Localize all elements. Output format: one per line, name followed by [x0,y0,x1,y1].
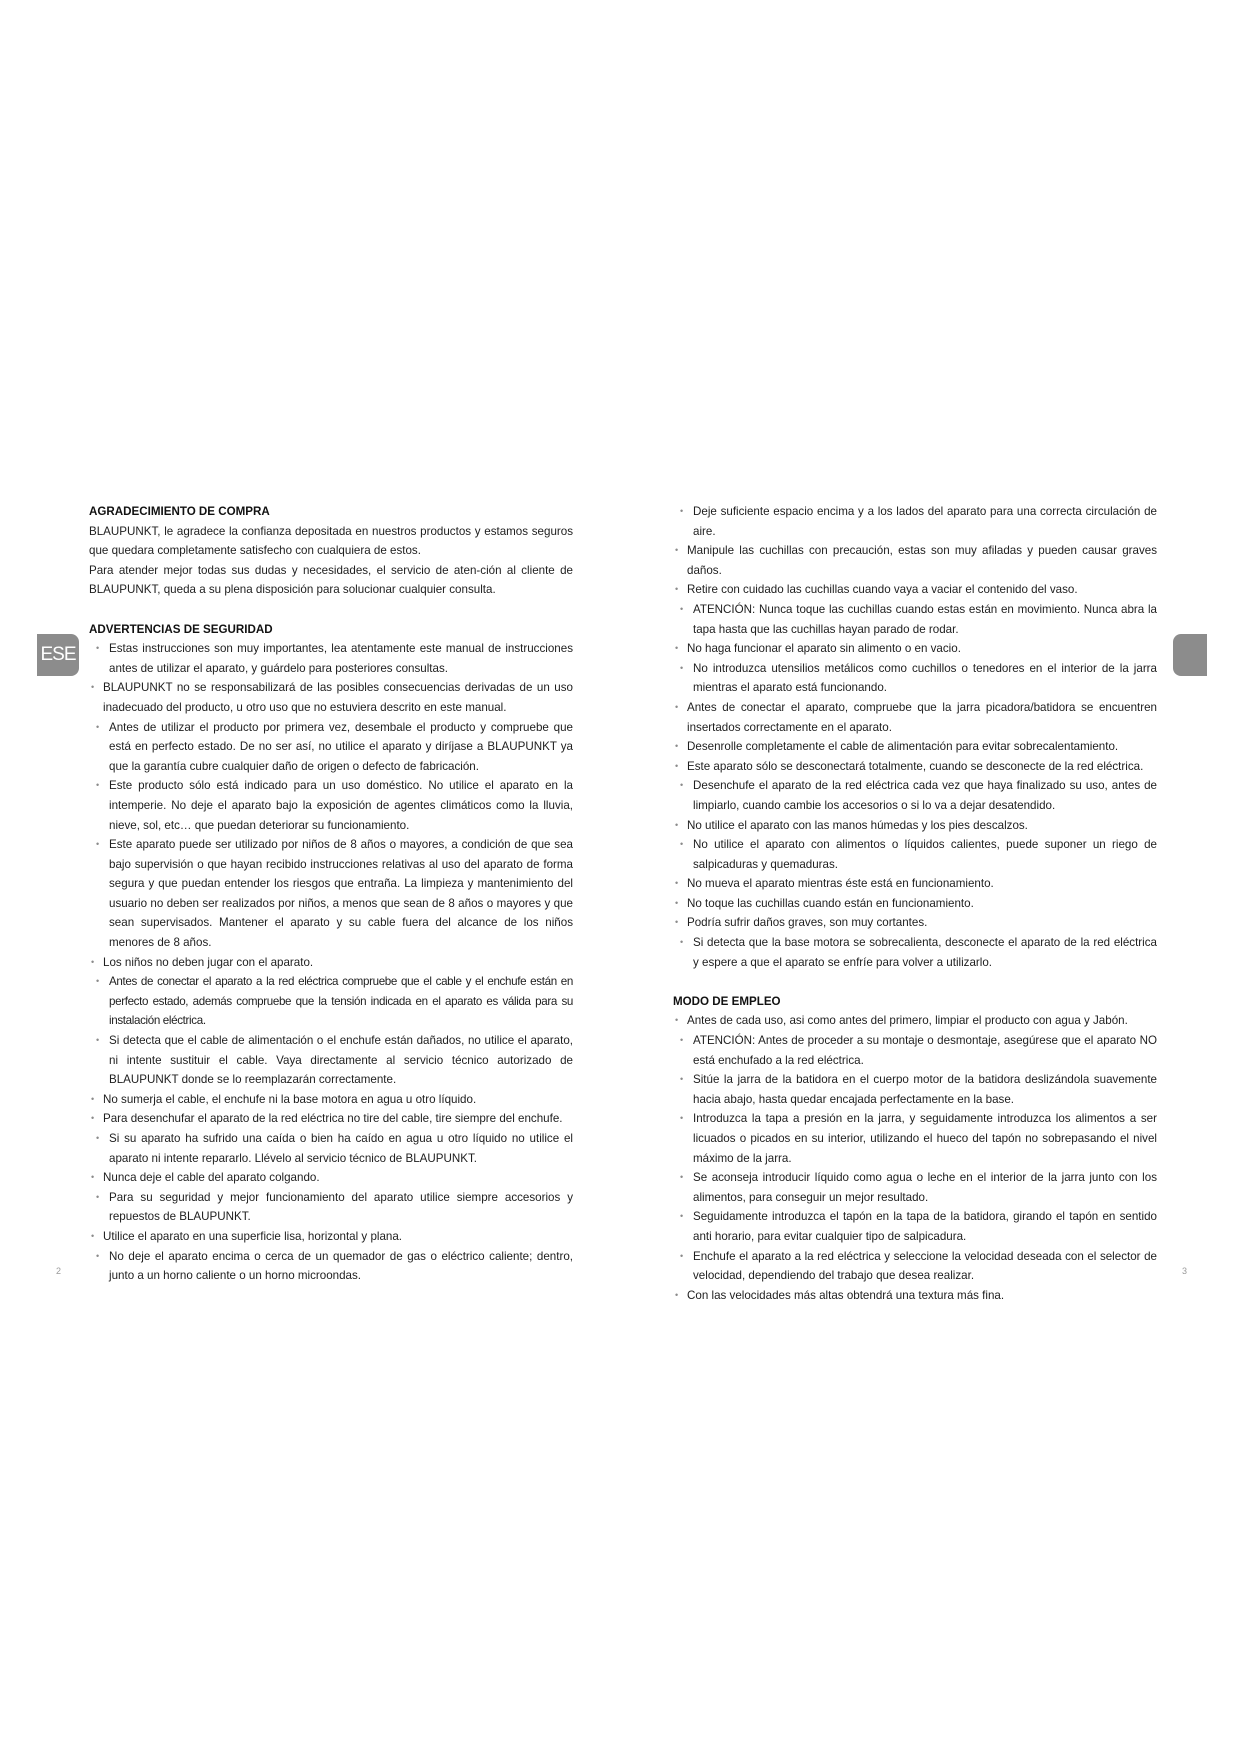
page-number-right: 3 [1182,1266,1188,1276]
intro-paragraph-2: Para atender mejor todas sus dudas y necesidades, el servicio de aten-ción al cliente de BLAUPUNKT, queda a su plena disposición para solucionar cualquier consulta. [89,563,573,597]
list-item: • Antes de cada uso, asi como antes del primero, limpiar el producto con agua y Jabón. [673,1011,1157,1031]
list-item: • ATENCIÓN: Antes de proceder a su montaje o desmontaje, asegúrese que el aparato NO está enchufado a la red eléctrica. [673,1031,1157,1070]
list-item: • Podría sufrir daños graves, son muy cortantes. [673,913,1157,933]
list-item: • Se aconseja introducir líquido como agua o leche en el interior de la jarra junto con los alimentos, para conseguir un mejor resultado. [673,1168,1157,1207]
list-item: • Desenchufe el aparato de la red eléctrica cada vez que haya finalizado su uso, antes de limpiarlo, cuando cambie los accesorios o si lo va a dejar desatendido. [673,776,1157,815]
list-item: • No utilice el aparato con las manos húmedas y los pies descalzos. [673,816,1157,836]
list-item: • Utilice el aparato en una superficie lisa, horizontal y plana. [89,1227,573,1247]
language-tab: ESE [37,634,79,676]
list-item: • Seguidamente introduzca el tapón en la tapa de la batidora, girando el tapón en sentido anti horario, para evitar cualquier tipo de salpicadura. [673,1207,1157,1246]
right-page-column [673,502,1157,1305]
list-item: • Desenrolle completamente el cable de alimentación para evitar sobrecalentamiento. [673,737,1157,757]
list-item: • No mueva el aparato mientras éste está en funcionamiento. [673,874,1157,894]
list-item: • No haga funcionar el aparato sin alimento o en vacio. [673,639,1157,659]
list-item: • Antes de conectar el aparato, compruebe que la jarra picadora/batidora se encuentren insertados correctamente en el aparato. [673,698,1157,737]
list-item: • Para desenchufar el aparato de la red eléctrica no tire del cable, tire siempre del enchufe. [89,1109,573,1129]
list-item: • Nunca deje el cable del aparato colgando. [89,1168,573,1188]
list-item: • No sumerja el cable, el enchufe ni la base motora en agua u otro líquido. [89,1090,573,1110]
list-item: • Si su aparato ha sufrido una caída o bien ha caído en agua u otro líquido no utilice el aparato ni intente repararlo. Llévelo al servicio técnico de BLAUPUNKT. [89,1129,573,1168]
list-item: • Si detecta que la base motora se sobrecalienta, desconecte el aparato de la red eléctrica y espere a que el aparato se enfríe para volver a utilizarlo. [673,933,1157,972]
section-title-advertencias: ADVERTENCIAS DE SEGURIDAD [89,622,273,636]
side-tab [1173,634,1207,676]
section-title-agradecimiento: AGRADECIMIENTO DE COMPRA [89,505,270,518]
list-item: • ATENCIÓN: Nunca toque las cuchillas cuando estas están en movimiento. Nunca abra la tapa hasta que las cuchillas hayan parado de rodar. [673,600,1157,639]
safety-list-continued [673,502,1157,972]
intro-paragraph-1: BLAUPUNKT, le agradece la confianza depositada en nuestros productos y estamos seguros que quedara completamente satisfecho con cualquiera de estos. [89,524,573,558]
list-item: • Introduzca la tapa a presión en la jarra, y seguidamente introduzca los alimentos a ser licuados o picados en su interior, utilizando el hueco del tapón no sobrepasando el nivel máximo de la jarra. [673,1109,1157,1168]
list-item: • BLAUPUNKT no se responsabilizará de las posibles consecuencias derivadas de un uso inadecuado del producto, u otro uso que no estuviera descrito en este manual. [89,678,573,717]
list-item: • Sitúe la jarra de la batidora en el cuerpo motor de la batidora deslizándola suavemente hacia abajo, hasta quedar encajada perfectamente en la base. [673,1070,1157,1109]
list-item: • Enchufe el aparato a la red eléctrica y seleccione la velocidad deseada con el selector de velocidad, dependiendo del trabajo que desea realizar. [673,1247,1157,1286]
list-item: • Para su seguridad y mejor funcionamiento del aparato utilice siempre accesorios y repuestos de BLAUPUNKT. [89,1188,573,1227]
list-item: • No toque las cuchillas cuando están en funcionamiento. [673,894,1157,914]
page-number-left: 2 [56,1266,62,1276]
list-item: • Este producto sólo está indicado para un uso doméstico. No utilice el aparato en la intemperie. No deje el aparato bajo la exposición de agentes climáticos como la lluvia, nieve, sol, etc… que puedan deteriorar su funcionamiento. [89,776,573,835]
list-item: • Estas instrucciones son muy importantes, lea atentamente este manual de instrucciones antes de utilizar el aparato, y guárdelo para posteriores consultas. [89,639,573,678]
section-title-modo-de-empleo: MODO DE EMPLEO [673,994,781,1008]
safety-list [89,639,573,1286]
list-item: • Este aparato puede ser utilizado por niños de 8 años o mayores, a condición de que sea bajo supervisión o que hayan recibido instrucciones relativas al uso del aparato de forma segura y que puedan entender los riesgos que entraña. La limpieza y mantenimiento del usuario no deben ser realizados por niños, a menos que sean de 8 años o mayores y que sean supervisados. Mantener el aparato y su cable fuera del alcance de los niños menores de 8 años. [89,835,573,953]
list-item: • Manipule las cuchillas con precaución, estas son muy afiladas y pueden causar graves daños. [673,541,1157,580]
list-item: • Retire con cuidado las cuchillas cuando vaya a vaciar el contenido del vaso. [673,580,1157,600]
list-item: • No utilice el aparato con alimentos o líquidos calientes, puede suponer un riego de salpicaduras y quemaduras. [673,835,1157,874]
list-item: • Si detecta que el cable de alimentación o el enchufe están dañados, no utilice el aparato, ni intente sustituir el cable. Vaya directamente al servicio técnico autorizado de BLAUPUNKT donde se lo reemplazarán correctamente. [89,1031,573,1090]
usage-list [673,1011,1157,1305]
list-item: • Con las velocidades más altas obtendrá una textura más fina. [673,1286,1157,1306]
list-item: • Antes de utilizar el producto por primera vez, desembale el producto y compruebe que está en perfecto estado. De no ser así, no utilice el aparato y diríjase a BLAUPUNKT ya que la garantía cubre cualquier daño de origen o defecto de fabricación. [89,718,573,777]
list-item: • No introduzca utensilios metálicos como cuchillos o tenedores en el interior de la jarra mientras el aparato está funcionando. [673,659,1157,698]
list-item: • Deje suficiente espacio encima y a los lados del aparato para una correcta circulación de aire. [673,502,1157,541]
list-item: • Antes de conectar el aparato a la red eléctrica compruebe que el cable y el enchufe están en perfecto estado, además compruebe que la tensión indicada en el aparato es válida para su instalación eléctrica. [89,972,573,1031]
list-item: • Los niños no deben jugar con el aparato. [89,953,573,973]
list-item: • No deje el aparato encima o cerca de un quemador de gas o eléctrico caliente; dentro, junto a un horno caliente o un horno microondas. [89,1247,573,1286]
list-item: • Este aparato sólo se desconectará totalmente, cuando se desconecte de la red eléctrica. [673,757,1157,777]
left-page-column [89,502,573,1286]
